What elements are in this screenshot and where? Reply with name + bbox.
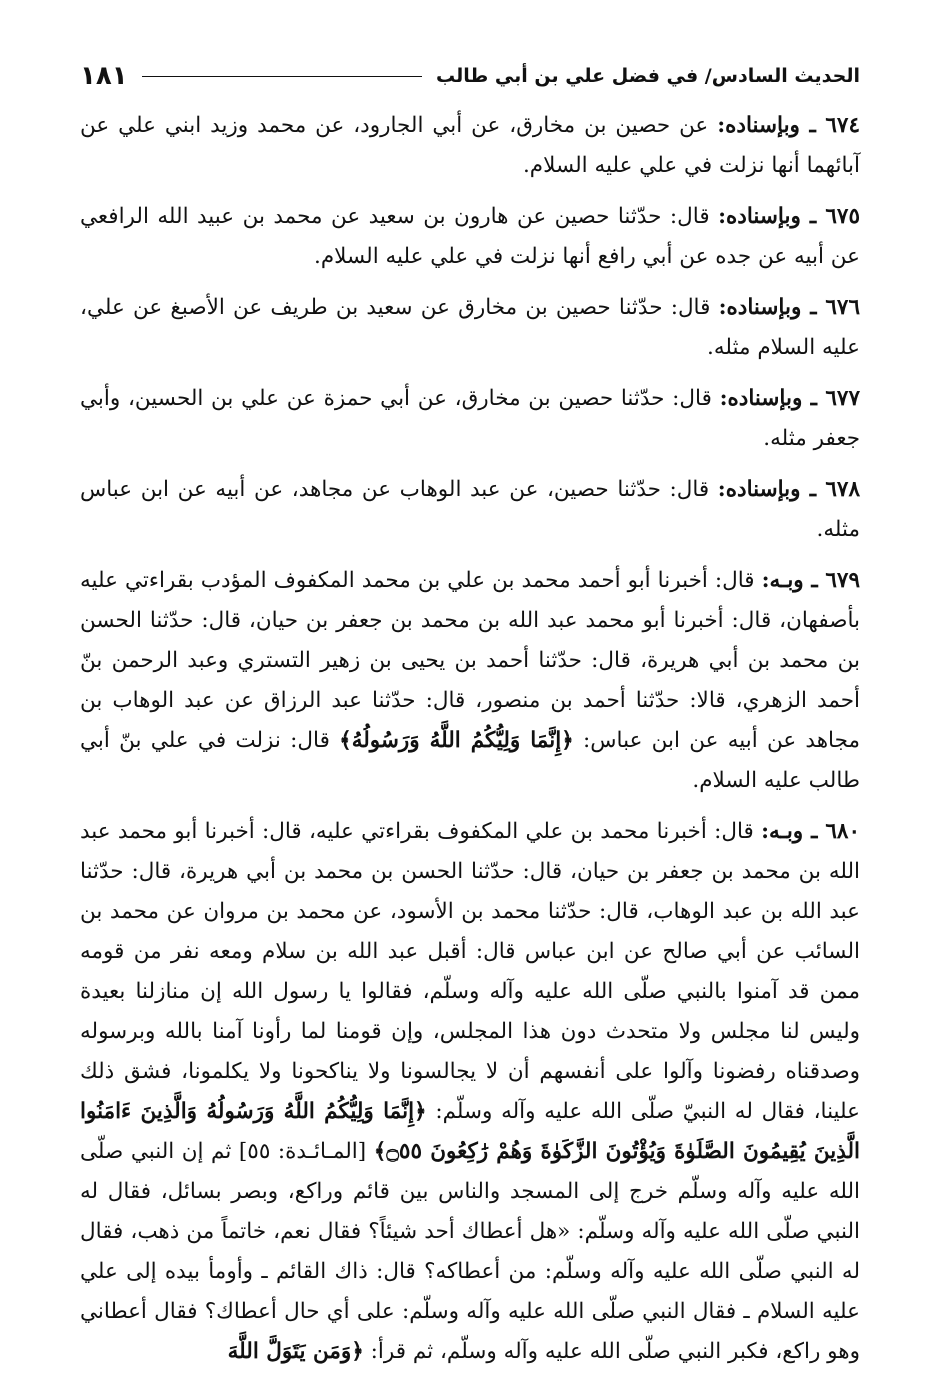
- hadith-680: [80, 812, 860, 1372]
- hadith-text: قال: حدّثنا حصين، عن عبد الوهاب عن مجاهد، عن أبيه عن ابن عباس مثله.: [80, 477, 860, 542]
- hadith-number: ٦٧٧ ـ وبإسناده:: [719, 386, 860, 411]
- hadith-text: قال: حدّثنا حصين عن هارون بن سعيد عن محمد بن عبيد الله الرافعي عن أبيه عن جده عن أبي رافع أنها نزلت في علي عليه السلام.: [80, 204, 860, 269]
- hadith-676: [80, 288, 860, 368]
- hadith-text: قال: أخبرنا أبو أحمد محمد بن علي بن محمد المكفوف المؤدب بقراءتي عليه بأصفهان، قال: أخبرنا أبو محمد عبد الله بن محمد بن جعفر بن حيان، قال: حدّثنا الحسن بن محمد بن أبي هريرة، قال: حدّثنا أحمد بن يحيى بن زهير التستري وعبد الرحمن بنّ أحمد الزهري، قالا: حدّثنا أحمد بن منصور، قال: حدّثنا عبد الرزاق عن عبد الوهاب بن مجاهد عن أبيه عن ابن عباس:: [80, 568, 861, 753]
- hadith-text: عن حصين بن مخارق، عن أبي الجارود، عن محمد وزيد ابني علي عن آبائهما أنها نزلت في علي عليه السلام.: [80, 113, 860, 178]
- hadith-675: [80, 197, 860, 277]
- hadith-678: [80, 470, 860, 550]
- page-header: [80, 56, 860, 96]
- running-title: الحديث السادس/ في فضل علي بن أبي طالب: [435, 65, 860, 87]
- hadith-number: ٦٧٩ ـ وبـه:: [761, 568, 860, 593]
- hadith-number: ٦٧٦ ـ وبإسناده:: [718, 295, 860, 320]
- hadith-text: قال: حدّثنا حصين بن مخارق، عن أبي حمزة عن علي بن الحسين، وأبي جعفر مثله.: [80, 386, 860, 451]
- page-number: ١٨١: [80, 61, 128, 91]
- hadith-text: قال: أخبرنا محمد بن علي المكفوف بقراءتي عليه، قال: أخبرنا أبو محمد عبد الله بن محمد بن جعفر بن حيان، قال: حدّثنا الحسن بن محمد بن أبي هريرة، قال: حدّثنا عبد الله بن عبد الوهاب، قال: حدّثنا محمد بن الأسود، عن محمد بن مروان عن محمد بن السائب عن أبي صالح عن ابن عباس قال: أقبل عبد الله بن سلام ومعه نفر من قومه ممن قد آمنوا بالنبي صلّى الله عليه وآله وسلّم، فقالوا يا رسول الله إن منازلنا بعيدة وليس لنا مجلس ولا متحدث دون هذا المجلس، وإن قومنا لما رأونا آمنا بالله وبرسوله وصدقناه رفضونا وآلوا على أنفسهم أن لا يجالسونا ولا يناكحونا ولا يكلمونا، فشق ذلك علينا، فقال له النبيّ صلّى الله عليه وآله وسلّم:: [80, 819, 860, 1124]
- body-text: [80, 106, 860, 1372]
- quran-verse: ﴿إِنَّمَا وَلِيُّكُمُ اللَّهُ وَرَسُولُهُ﴾: [339, 728, 574, 753]
- hadith-number: ٦٧٤ ـ وبإسناده:: [717, 113, 861, 138]
- header-rule: [142, 76, 422, 77]
- quran-verse-end: ﴿وَمَن يَتَوَلَّ اللَّهَ: [227, 1339, 364, 1364]
- hadith-text: قال: حدّثنا حصين بن مخارق عن سعيد بن طريف عن الأصبغ عن علي، عليه السلام مثله.: [80, 295, 860, 360]
- hadith-text-continued: قال: نزلت في علي بنّ أبي طالب عليه السلام.: [80, 728, 860, 793]
- quran-verse: ﴿إِنَّمَا وَلِيُّكُمُ اللَّهُ وَرَسُولُهُ وَالَّذِينَ ءَامَنُوا الَّذِينَ يُقِيمُونَ الصَّلَوٰةَ وَيُؤْتُونَ الزَّكَوٰةَ وَهُمْ رَٰكِعُونَ ۝٥٥﴾: [80, 1099, 861, 1164]
- hadith-number: ٦٧٥ ـ وبإسناده:: [718, 204, 861, 229]
- hadith-number: ٦٧٨ ـ وبإسناده:: [717, 477, 860, 502]
- book-page: [80, 56, 861, 1364]
- hadith-text-continued: [المـائـدة: ٥٥] ثم إن النبي صلّى الله عليه وآله وسلّم خرج إلى المسجد والناس بين قائم وراكع، وبصر بسائل، فقال له النبي صلّى الله عليه وآله وسلّم: «هل أعطاك أحد شيئاً؟ فقال نعم، خاتماً من ذهب، فقال له النبي صلّى الله عليه وآله وسلّم: من أعطاكه؟ قال: ذاك القائم ـ وأومأ بيده إلى علي عليه السلام ـ فقال النبي صلّى الله عليه وآله وسلّم: على أي حال أعطاك؟ فقال أعطاني وهو راكع، فكبر النبي صلّى الله عليه وآله وسلّم، ثم قرأ:: [80, 1139, 860, 1364]
- hadith-677: [80, 379, 860, 459]
- hadith-number: ٦٨٠ ـ وبـه:: [761, 819, 860, 844]
- hadith-674: [80, 106, 860, 186]
- hadith-679: [80, 561, 860, 801]
